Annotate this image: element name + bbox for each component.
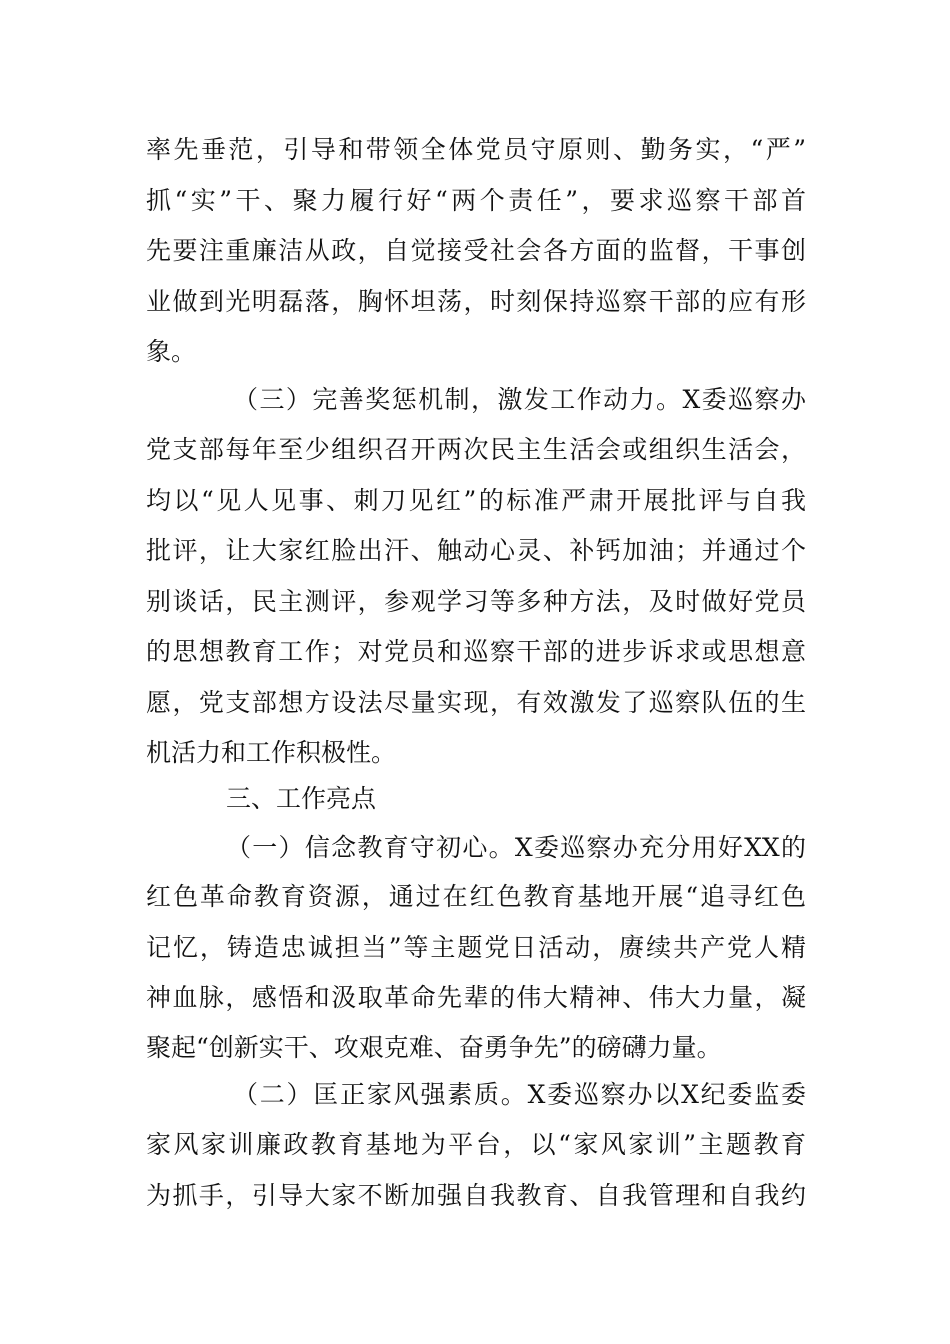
text-line-22: 为抓手，引导大家不断加强自我教育、自我管理和自我约: [146, 1181, 806, 1210]
subheading-line-3: （三）完善奖惩机制，激发工作动力。X委巡察办: [233, 385, 806, 414]
text-line-12: 愿，党支部想方设法尽量实现，有效激发了巡察队伍的生: [146, 688, 806, 717]
text-line-7: 党支部每年至少组织召开两次民主生活会或组织生活会，: [146, 435, 806, 464]
text-line-21: 家风家训廉政教育基地为平台，以“家风家训”主题教育: [146, 1130, 806, 1159]
text-line-4: 业做到光明磊落，胸怀坦荡，时刻保持巡察干部的应有形: [146, 287, 806, 316]
text-line-10: 别谈话，民主测评，参观学习等多种方法，及时做好党员: [146, 587, 806, 616]
section-heading: 三、工作亮点: [226, 784, 377, 813]
text-line-2: 抓“实”干、聚力履行好“两个责任”，要求巡察干部首: [146, 186, 806, 215]
text-line-19: 聚起“创新实干、攻艰克难、奋勇争先”的磅礴力量。: [146, 1033, 722, 1062]
text-line-3: 先要注重廉洁从政，自觉接受社会各方面的监督，干事创: [146, 236, 806, 265]
subheading-line-1: （一）信念教育守初心。X委巡察办充分用好XX的: [226, 833, 806, 862]
text-line-1: 率先垂范，引导和带领全体党员守原则、勤务实，“严”: [146, 135, 806, 164]
text-line-17: 记忆，铸造忠诚担当”等主题党日活动，赓续共产党人精: [146, 933, 806, 962]
text-line-5: 象。: [146, 337, 197, 366]
subheading-line-2: （二）匡正家风强素质。X委巡察办以X纪委监委: [233, 1080, 806, 1109]
text-line-18: 神血脉，感悟和汲取革命先辈的伟大精神、伟大力量，凝: [146, 983, 806, 1012]
text-line-16: 红色革命教育资源，通过在红色教育基地开展“追寻红色: [146, 882, 806, 911]
text-line-13: 机活力和工作积极性。: [146, 738, 397, 767]
text-line-11: 的思想教育工作；对党员和巡察干部的进步诉求或思想意: [146, 637, 806, 666]
text-line-9: 批评，让大家红脸出汗、触动心灵、补钙加油；并通过个: [146, 536, 806, 565]
text-line-8: 均以“见人见事、刺刀见红”的标准严肃开展批评与自我: [146, 486, 806, 515]
